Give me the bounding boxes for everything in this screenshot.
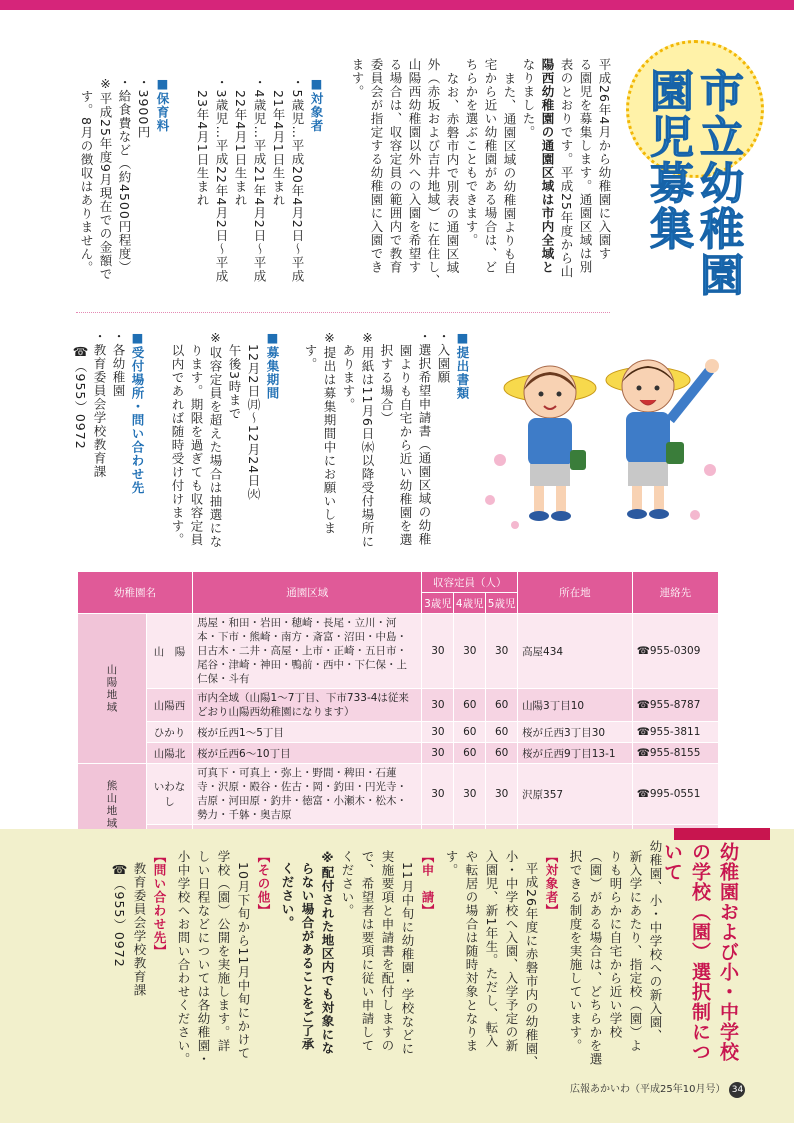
documents-line: 園よりも自宅から近い幼稚園を選 — [398, 344, 413, 547]
phone-cell: ☎955-8787 — [632, 689, 718, 722]
phone-cell: ☎995-0551 — [632, 764, 718, 825]
other-line: 小中学校へお問い合わせください。 — [176, 850, 191, 1066]
capacity-4: 60 — [454, 689, 486, 722]
fee-line: ・給食費など（約4500円程度） — [117, 76, 132, 274]
intro-line: る園児を募集します。通園区域は別 — [578, 58, 593, 274]
capacity-4: 30 — [454, 614, 486, 689]
capacity-3: 30 — [422, 614, 454, 689]
bottom-target-line: 入園児、新1年生。ただし、転入 — [484, 850, 499, 1048]
target-line: 23年4月1日生まれ — [195, 90, 210, 207]
fee-heading: ■ 保育料 — [153, 76, 172, 133]
period-line: 午後3時まで — [227, 344, 242, 421]
intro-line: 外（赤坂および吉井地域）に在住し、 — [426, 58, 441, 288]
contact-line: ・教育委員会学校教育課 — [92, 330, 107, 479]
region-cell: 山陽地域 — [78, 614, 147, 764]
note-line: ※配付された地区内でも対象にな — [320, 850, 335, 1055]
target-line: ・3歳児…平成22年4月2日～平成 — [214, 76, 229, 283]
bottom-contact-tag: 【問い合わせ先】 — [152, 850, 167, 958]
footer-text: 広報あかいわ（平成25年10月号） — [570, 1084, 726, 1095]
intro-line: 山陽西幼稚園以外への入園を希望す — [407, 58, 422, 274]
capacity-3: 30 — [422, 722, 454, 743]
bottom-target-line: 小・中学校へ入園、入学予定の新 — [504, 850, 519, 1053]
bottom-target-line: や転居の場合は随時対象となりま — [464, 850, 479, 1053]
title-accent-bar — [674, 828, 770, 840]
capacity-4: 60 — [454, 722, 486, 743]
phone-cell: ☎955-8155 — [632, 743, 718, 764]
table-row — [78, 722, 719, 743]
intro-line: 陽西幼稚園の通園区域は市内全域と — [540, 58, 555, 274]
capacity-4: 60 — [454, 743, 486, 764]
target-line: 21年4月1日生まれ — [271, 90, 286, 207]
table-row — [78, 614, 719, 689]
note-line: ください。 — [280, 862, 295, 930]
note-line: らない場合があることをご了承 — [300, 862, 315, 1051]
capacity-5: 60 — [486, 722, 518, 743]
page-title-line2: 園児募集 — [642, 68, 693, 252]
area-cell: 可真下・可真上・弥上・野間・稗田・石蓮寺・沢原・殿谷・佐古・岡・釣田・円光寺・吉原・河田原・釣井・徳富・小瀬木・松木・勢力・千躰・奥吉原 — [193, 764, 422, 825]
location-cell: 高屋434 — [518, 614, 633, 689]
capacity-5: 30 — [486, 614, 518, 689]
intro-line: また、通園区域の幼稚園よりも自 — [502, 72, 517, 275]
selection-title-block — [661, 836, 742, 1066]
documents-line: ※提出は募集期間中にお願いしま — [322, 330, 337, 535]
other-line: しい日程などについては各幼稚園・ — [196, 850, 211, 1066]
header-area: 通園区域 — [193, 572, 422, 614]
area-cell: 市内全域（山陽1～7丁目、下市733-4は従来どおり山陽西幼稚園になります） — [193, 689, 422, 722]
target-line: ・4歳児…平成21年4月2日～平成 — [252, 76, 267, 283]
header-phone: 連絡先 — [632, 572, 718, 614]
period-line: 12月2日㈪～12月24日㈫ — [246, 344, 261, 502]
location-cell: 沢原357 — [518, 764, 633, 825]
title-badge — [626, 40, 764, 302]
capacity-3: 30 — [422, 689, 454, 722]
area-cell: 馬屋・和田・岩田・穂崎・長尾・立川・河本・下市・熊崎・南方・斎富・沼田・中島・日古木・二井・高屋・上市・正崎・五日市・尾谷・津崎・神田・鴨前・西中・下仁保・上仁保・斗有 — [193, 614, 422, 689]
area-cell: 桜が丘西6～10丁目 — [193, 743, 422, 764]
intro-line: ちらかを選ぶこともできます。 — [464, 58, 479, 247]
selection-intro-line: 択できる制度を実施しています。 — [568, 850, 583, 1053]
page-number: 34 — [729, 1082, 745, 1098]
girl-figure — [504, 366, 596, 521]
table-row — [78, 689, 719, 722]
apply-line: で、希望者は要項に従い申請して — [360, 850, 375, 1053]
page-footer — [570, 1080, 745, 1098]
header-location: 所在地 — [518, 572, 633, 614]
other-line: 10月下旬から11月中旬にかけて — [236, 862, 251, 1060]
phone-cell: ☎955-0309 — [632, 614, 718, 689]
fee-line: ・3900円 — [136, 76, 151, 139]
location-cell: 山陽3丁目10 — [518, 689, 633, 722]
intro-line: る場合は、収容定員の範囲内で教育 — [388, 58, 403, 274]
documents-line: ・入園願 — [436, 330, 451, 384]
other-tag: 【その他】 — [256, 850, 271, 918]
intro-line: 宅から近い幼稚園がある場合は、ど — [483, 58, 498, 274]
boy-figure — [606, 359, 719, 519]
location-cell: 桜が丘西3丁目30 — [518, 722, 633, 743]
header-age3: 3歳児 — [422, 593, 454, 614]
period-heading: ■ 募集期間 — [263, 330, 282, 400]
intro-line: 平成26年4月から幼稚園に入園す — [597, 58, 612, 261]
contact-line: ☎（955）0972 — [73, 344, 88, 450]
kindergarten-name: 山 陽 — [147, 614, 193, 689]
apply-line: ください。 — [340, 850, 355, 918]
other-line: 学校（園）公開を実施します。詳 — [216, 850, 231, 1053]
selection-intro-line: （園）がある場合は、どちらかを選 — [588, 850, 603, 1066]
contact-heading: ■ 受付場所・問い合わせ先 — [128, 330, 147, 495]
table-row — [78, 743, 719, 764]
intro-line: ます。 — [350, 58, 365, 99]
apply-line: 11月中旬に幼稚園・学校などに — [400, 862, 415, 1056]
location-cell: 桜が丘西9丁目13-1 — [518, 743, 633, 764]
children-illustration — [470, 330, 730, 540]
target-line: 22年4月1日生まれ — [233, 90, 248, 207]
target-heading: ■ 対象者 — [307, 76, 326, 133]
header-name: 幼稚園名 — [78, 572, 193, 614]
bottom-contact-line: ☎（955）0972 — [112, 862, 127, 968]
kindergarten-table — [77, 571, 719, 846]
period-line: ります。期限を過ぎても収容定員 — [189, 344, 204, 547]
documents-line: 択する場合） — [379, 344, 394, 425]
apply-line: 実施要項と申請書を配付しますの — [380, 850, 395, 1053]
page-title-line1: 市立幼稚園 — [692, 68, 743, 298]
kindergarten-name: 山陽北 — [147, 743, 193, 764]
capacity-3: 30 — [422, 743, 454, 764]
capacity-5: 60 — [486, 743, 518, 764]
intro-line: 表のとおりです。平成25年度から山 — [559, 58, 574, 279]
bottom-target-line: す。 — [444, 850, 459, 877]
top-accent-bar — [0, 0, 794, 10]
region-cell: 熊山地域 — [78, 764, 147, 846]
header-age4: 4歳児 — [454, 593, 486, 614]
bottom-contact-line: 教育委員会学校教育課 — [132, 862, 147, 997]
capacity-4: 30 — [454, 764, 486, 825]
intro-line: 委員会が指定する幼稚園に入園でき — [369, 58, 384, 274]
fee-line: す。8月の徴収はありません。 — [79, 90, 94, 275]
documents-line: ※用紙は11月6日㈬以降受付場所に — [360, 330, 375, 549]
period-line: ※収容定員を超えた場合は抽選にな — [208, 330, 223, 549]
header-capacity: 収容定員（人） — [422, 572, 518, 593]
kindergarten-name: 山陽西 — [147, 689, 193, 722]
contact-line: ・各幼稚園 — [111, 330, 126, 398]
selection-title: 幼稚園および小・中学校の学校（園）選択制について — [661, 842, 739, 1062]
intro-line: なお、赤磐市内で別表の通園区域 — [445, 72, 460, 275]
area-cell: 桜が丘西1～5丁目 — [193, 722, 422, 743]
apply-tag: 【申 請】 — [420, 850, 435, 918]
selection-intro-line: 幼稚園、小・中学校への新入園、 — [648, 840, 663, 1043]
capacity-5: 60 — [486, 689, 518, 722]
fee-line: ※平成25年度9月現在での金額で — [98, 76, 113, 281]
target-line: ・5歳児…平成20年4月2日～平成 — [290, 76, 305, 283]
documents-line: あります。 — [341, 344, 356, 412]
bottom-target-line: 平成26年度に赤磐市内の幼稚園、 — [524, 862, 539, 1069]
blossom-decoration — [485, 454, 716, 529]
target-tag: 【対象者】 — [544, 850, 559, 918]
phone-cell: ☎955-3811 — [632, 722, 718, 743]
documents-line: ・選択希望申請書（通園区域の幼稚 — [417, 330, 432, 546]
kindergarten-name: ひかり — [147, 722, 193, 743]
documents-heading: ■ 提出書類 — [453, 330, 472, 400]
period-line: 以内であれば随時受け付けます。 — [170, 344, 185, 547]
documents-line: す。 — [303, 344, 318, 371]
capacity-5: 30 — [486, 764, 518, 825]
selection-intro-line: 新入学にあたり、指定校（園）よ — [628, 850, 643, 1053]
selection-intro-line: りも明らかに自宅から近い学校 — [608, 850, 623, 1039]
intro-line: なりました。 — [521, 58, 536, 139]
capacity-3: 30 — [422, 764, 454, 825]
header-age5: 5歳児 — [486, 593, 518, 614]
table-row — [78, 764, 719, 825]
kindergarten-name: いわなし — [147, 764, 193, 825]
section-divider — [76, 312, 610, 313]
